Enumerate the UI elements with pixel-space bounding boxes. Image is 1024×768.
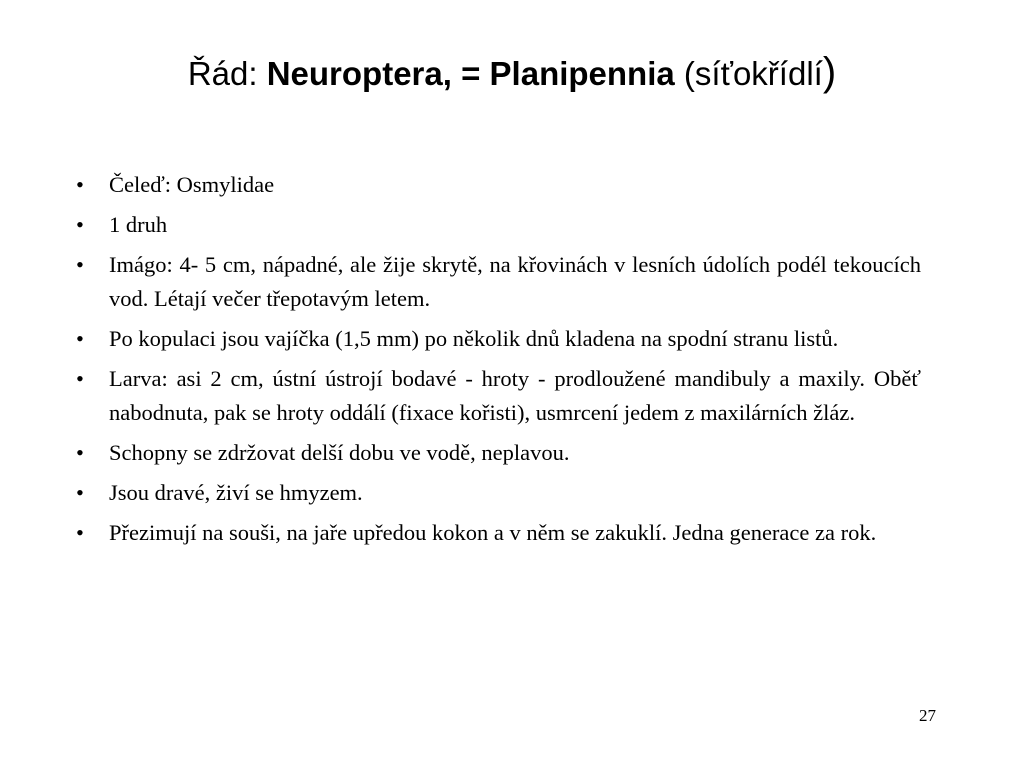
list-item [70, 436, 921, 470]
title-suffix: (síťokřídlí [674, 55, 823, 92]
list-item [70, 362, 921, 430]
title-prefix: Řád: [187, 55, 267, 92]
bullet-list [70, 168, 921, 556]
list-item-text: 1 druh [109, 212, 168, 237]
title-bold-text: Neuroptera, = Planipennia [266, 55, 675, 92]
bullet-marker: • [76, 326, 84, 351]
bullet-marker: • [76, 172, 84, 197]
list-item [70, 208, 921, 242]
bullet-marker: • [76, 440, 84, 465]
list-item [70, 476, 921, 510]
title-close-paren: ) [822, 50, 837, 94]
list-item [70, 516, 921, 550]
bullet-marker: • [76, 252, 84, 277]
list-item [70, 168, 921, 202]
bullet-marker: • [76, 480, 84, 505]
list-item-text: Larva: asi 2 cm, ústní ústrojí bodavé - hroty - prodloužené mandibuly a maxily. Oběť nabodnuta, pak se hroty oddálí (fixace kořisti), usmrcení jedem z maxilárních žláz. [109, 366, 921, 425]
list-item-text: Přezimují na souši, na jaře upředou kokon a v něm se zakuklí. Jedna generace za rok. [109, 520, 877, 545]
list-item-text: Imágo: 4- 5 cm, nápadné, ale žije skrytě, na křovinách v lesních údolích podél tekoucích vod. Létají večer třepotavým letem. [109, 252, 921, 311]
page-number: 27 [919, 706, 936, 725]
list-item-text: Jsou dravé, živí se hmyzem. [109, 480, 363, 505]
list-item-text: Čeleď: Osmylidae [109, 172, 275, 197]
list-item-text: Po kopulaci jsou vajíčka (1,5 mm) po několik dnů kladena na spodní stranu listů. [109, 326, 839, 351]
slide-title [0, 46, 1024, 100]
bullet-marker: • [76, 366, 84, 391]
list-item-text: Schopny se zdržovat delší dobu ve vodě, neplavou. [109, 440, 570, 465]
bullet-marker: • [76, 520, 84, 545]
bullet-marker: • [76, 212, 84, 237]
list-item [70, 322, 921, 356]
list-item [70, 248, 921, 316]
